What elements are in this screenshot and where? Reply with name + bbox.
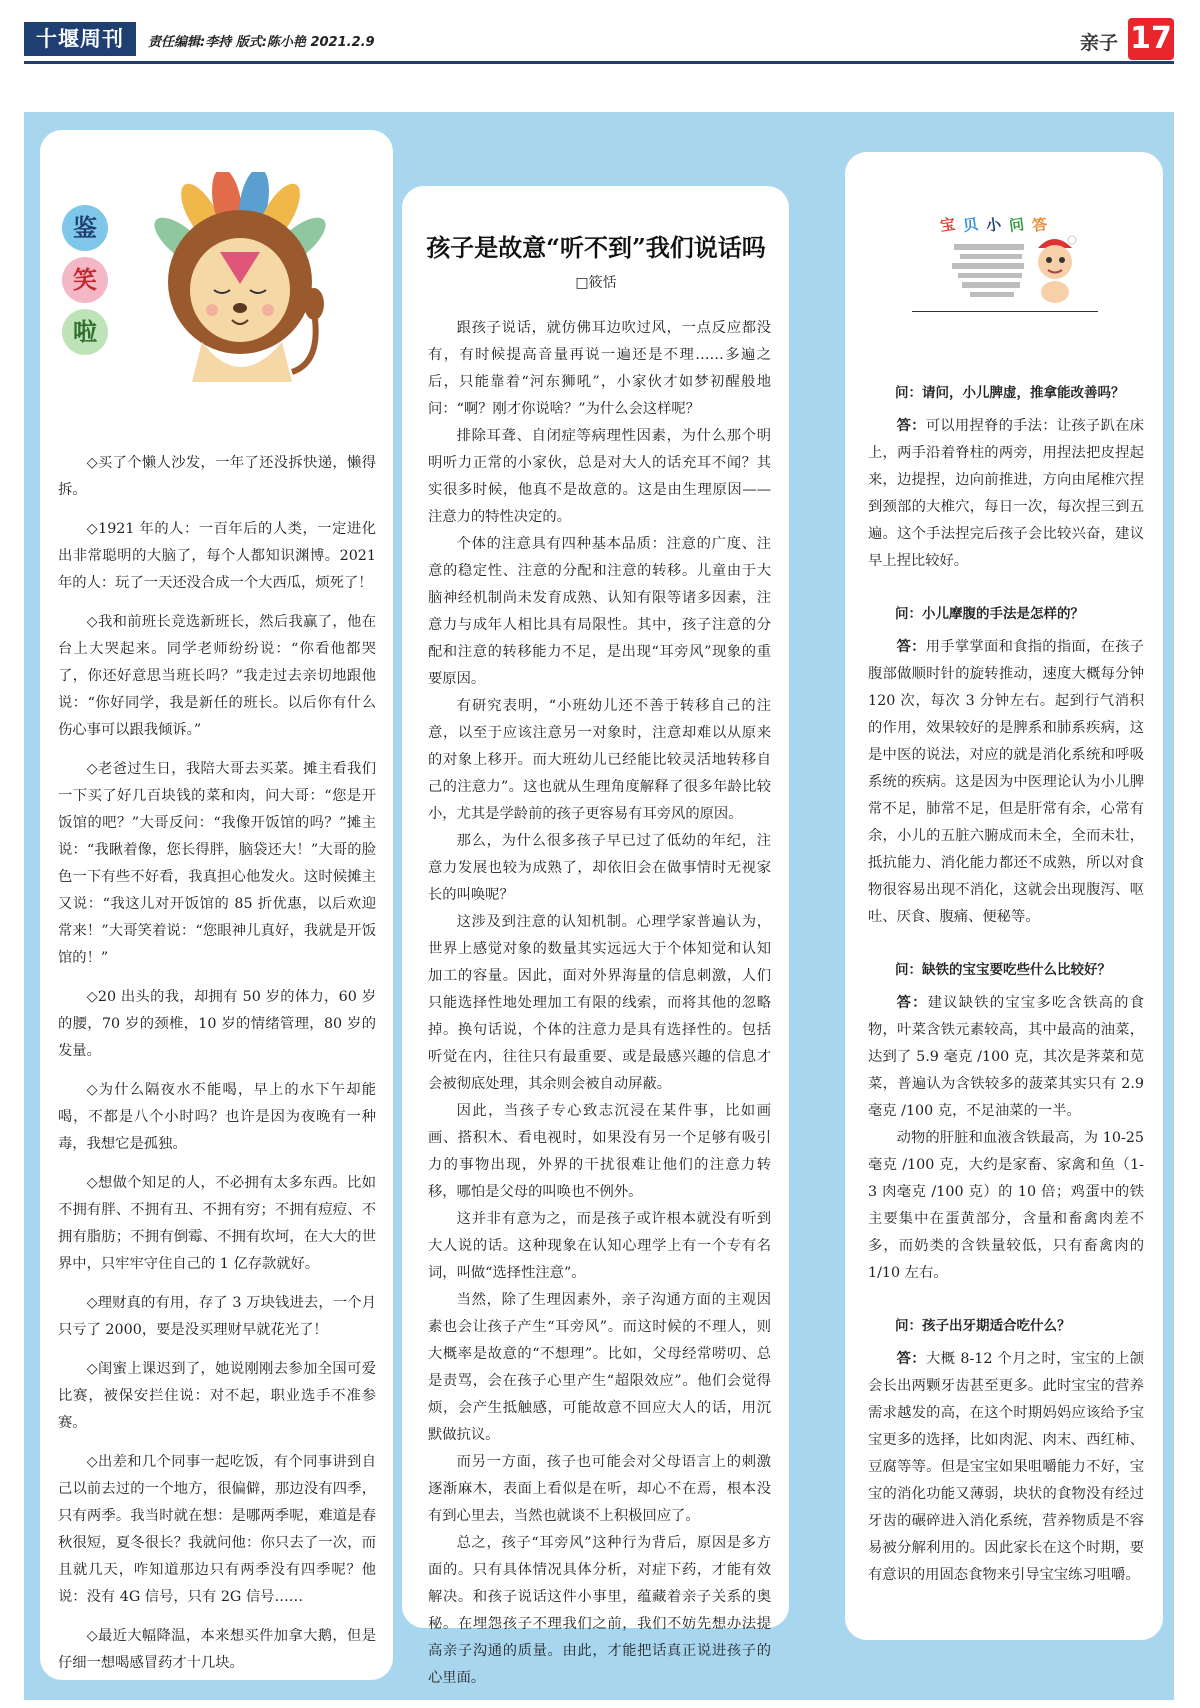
joke-item: ◇买了个懒人沙发，一年了还没拆快递，懒得拆。 [58,455,376,498]
joke-item: ◇为什么隔夜水不能喝，早上的水下午却能喝，不都是八个小时吗？也许是因为夜晚有一种毒，我想它是孤独。 [58,1082,376,1152]
badge-la: 啦 [62,309,108,355]
article-title: 孩子是故意“听不到”我们说话吗 [426,233,766,262]
joke-item: ◇20 出头的我，却拥有 50 岁的体力，60 岁的腰，70 岁的颈椎，10 岁的情绪管理，80 岁的发量。 [58,989,376,1059]
article-paragraph: 这涉及到注意的认知机制。心理学家普遍认为，世界上感觉对象的数量其实远远大于个体知觉和认知加工的容量。因此，面对外界海量的信息刺激，人们只能选择性地处理加工有限的线索，而将其他的忽略掉。换句话说，个体的注意力是具有选择性的。包括听觉在内，往往只有最重要、或是最感兴趣的信息才会被彻底处理，其余则会被自动屏蔽。 [428,914,771,1092]
qa-answer-text: 大概 8-12 个月之时，宝宝的上颌会长出两颗牙齿甚至更多。此时宝宝的营养需求越发的高，在这个时期妈妈应该给予宝宝更多的选择，比如肉泥、肉末、西红柿、豆腐等等。但是宝宝如果咀嚼能力不好，宝宝的消化功能又薄弱，块状的食物没有经过牙齿的碾碎进入消化系统，营养物质是不容易被分解利用的。因此家长在这个时期，要有意识的用固态食物来引导宝宝练习咀嚼。 [868,1351,1144,1583]
answer-label: 答： [896,418,926,434]
article-paragraph: 那么，为什么很多孩子早已过了低幼的年纪，注意力发展也较为成熟了，却依旧会在做事情时无视家长的叫唤呢？ [428,833,771,903]
qa-answer-text: 可以用捏脊的手法：让孩子趴在床上，两手沿着脊柱的两旁，用捏法把皮捏起来，边提捏，边向前推进，方向由尾椎穴捏到颈部的大椎穴，每日一次，每次捏三到五遍。这个手法捏完后孩子会比较兴奋，建议早上捏比较好。 [868,418,1145,569]
page-header [24,18,1174,62]
baby-illustration [952,234,1092,304]
qa-header-char: 宝 [938,215,957,235]
qa-answer-text: 用手掌掌面和食指的指面，在孩子腹部做顺时针的旋转推动，速度大概每分钟 120 次，每次 3 分钟左右。起到行气消积的作用，效果较好的是脾系和肺系疾病，这是中医的说法，对应的就是消化系统和呼吸系统的疾病。这是因为中医理论认为小儿脾常不足，肺常不足，但是肝常有余，心常有余，小儿的五脏六腑成而未全，全而未壮，抵抗能力、消化能力都还不成熟，所以对食物很容易出现不消化，这就会出现腹泻、呕吐、厌食、腹痛、便秘等。 [868,639,1145,925]
masthead: 十堰周刊 [24,22,136,56]
jokes-list [58,450,376,1689]
answer-label: 答： [896,995,928,1011]
article-paragraph: 个体的注意具有四种基本品质：注意的广度、注意的稳定性、注意的分配和注意的转移。儿童由于大脑神经机制尚未发育成熟、认知有限等诸多因素，注意力与成年人相比具有局限性。其中，孩子注意的分配和注意的转移能力不足，是出现“耳旁风”现象的重要原因。 [428,536,771,687]
answer-label: 答： [896,1351,926,1367]
qa-answer [868,634,1144,931]
joke-item: ◇1921 年的人：一百年后的人类，一定进化出非常聪明的大脑了，每个人都知识渊博。2021 年的人：玩了一天还没合成一个大西瓜，烦死了！ [58,521,376,591]
qa-divider [912,311,1098,312]
qa-header [940,214,1055,235]
joke-item: ◇理财真的有用，存了 3 万块钱进去，一个月只亏了 2000，要是没买理财早就花光了！ [58,1295,376,1338]
article-paragraph: 有研究表明，“小班幼儿还不善于转移自己的注意，以至于应该注意另一对象时，注意却难以从原来的对象上移开。而大班幼儿已经能比较灵活地转移自己的注意力”。这也就从生理角度解释了很多年龄比较小，尤其是学龄前的孩子更容易有耳旁风的原因。 [428,698,771,822]
header-rule [24,61,1174,64]
joke-item: ◇想做个知足的人，不必拥有太多东西。比如不拥有胖、不拥有丑、不拥有穷；不拥有痘痘、不拥有脂肪；不拥有倒霉、不拥有坎坷，在大大的世界中，只牢牢守住自己的 1 亿存款就好。 [58,1175,376,1272]
article-paragraph: 总之，孩子“耳旁风”这种行为背后，原因是多方面的。只有具体情况具体分析，对症下药，才能有效解决。和孩子说话这件小事里，蕴藏着亲子关系的奥秘。在埋怨孩子不理我们之前，我们不妨先想办法提高亲子沟通的质量。由此，才能把话真正说进孩子的心里面。 [428,1535,771,1686]
badge-xiao: 笑 [62,257,108,303]
qa-header-char: 贝 [961,215,980,235]
article-paragraph: 这并非有意为之，而是孩子或许根本就没有听到大人说的话。这种现象在认知心理学上有一个专有名词，叫做“选择性注意”。 [428,1211,771,1281]
qa-answer-text: 动物的肝脏和血液含铁最高，为 10-25 毫克 /100 克，大约是家畜、家禽和鱼（1-3 肉毫克 /100 克）的 10 倍；鸡蛋中的铁主要集中在蛋黄部分，含量和畜禽肉差不多，而奶类的含铁量较低，只有畜禽肉的 1/10 左右。 [868,1130,1144,1281]
article-paragraph: 而另一方面，孩子也可能会对父母语言上的刺激逐渐麻木，表面上看似是在听，却心不在焉，根本没有到心里去，当然也就谈不上积极回应了。 [428,1454,771,1524]
article-byline: □筱恬 [575,275,617,291]
joke-item: ◇出差和几个同事一起吃饭，有个同事讲到自己以前去过的一个地方，很偏僻，那边没有四季，只有两季。我当时就在想：是哪两季呢，难道是春秋很短，夏冬很长？我就问他：你只去了一次，而且就几天，咋知道那边只有两季没有四季呢？他说：没有 4G 信号，只有 2G 信号…… [58,1454,376,1605]
joke-item: ◇老爸过生日，我陪大哥去买菜。摊主看我们一下买了好几百块钱的菜和肉，问大哥：“您是开饭馆的吧？”大哥反问：“我像开饭馆的吗？”摊主说：“我瞅着像，您长得胖，脑袋还大！”大哥的脸色一下有些不好看，我真担心他发火。这时候摊主又说：“我这儿对开饭馆的 85 折优惠，以后欢迎常来！”大哥笑着说：“您眼神儿真好，我就是开饭馆的！” [58,761,376,966]
badge-jian: 鉴 [62,205,108,251]
qa-header-char: 小 [984,215,1003,235]
qa-answer [868,1346,1144,1589]
qa-answer [868,413,1144,575]
article-body [428,315,771,1692]
answer-label: 答： [896,639,926,655]
qa-question: 问：孩子出牙期适合吃什么？ [895,1318,1071,1334]
joke-item: ◇我和前班长竞选新班长，然后我赢了，他在台上大哭起来。同学老师纷纷说：“你看他都哭了，你还好意思当班长吗？”我走过去亲切地跟他说：“你好同学，我是新任的班长。以后你有什么伤心事可以跟我倾诉。” [58,614,376,738]
article-paragraph: 因此，当孩子专心致志沉浸在某件事，比如画画、搭积木、看电视时，如果没有另一个足够有吸引力的事物出现，外界的干扰很难让他们的注意力转移，哪怕是父母的叫唤也不例外。 [428,1103,771,1200]
qa-answer [868,990,1144,1125]
qa-header-char: 问 [1007,215,1026,235]
word-cloud-icon [952,244,1024,297]
article-paragraph: 排除耳聋、自闭症等病理性因素，为什么那个明明听力正常的小家伙，总是对大人的话充耳不闻？其实很多时候，他真不是故意的。这是由生理原因——注意力的特性决定的。 [428,428,771,525]
qa-list [868,380,1144,1589]
lion-illustration [142,172,342,392]
article-paragraph: 当然，除了生理因素外，亲子沟通方面的主观因素也会让孩子产生“耳旁风”。而这时候的不理人，则大概率是故意的“不想理”。比如，父母经常唠叨、总是责骂，会在孩子心里产生“超限效应”。他们会觉得烦，会产生抵触感，可能故意不回应大人的话，用沉默做抗议。 [428,1292,771,1443]
qa-question: 问：缺铁的宝宝要吃些什么比较好？ [895,962,1111,978]
editor-credits: 责任编辑:李持 版式:陈小艳 2021.2.9 [148,35,375,50]
article-paragraph: 跟孩子说话，就仿佛耳边吹过风，一点反应都没有，有时候提高音量再说一遍还是不理……多遍之后，只能靠着“河东狮吼”，小家伙才如梦初醒般地问：“啊？刚才你说啥？”为什么会这样呢？ [428,320,771,417]
baby-icon [1038,236,1076,303]
qa-header-char: 答 [1030,215,1049,235]
section-name: 亲子 [1079,32,1118,54]
qa-question: 问：小儿摩腹的手法是怎样的？ [895,606,1084,622]
page-number: 17 [1128,18,1174,60]
qa-answer-text: 建议缺铁的宝宝多吃含铁高的食物，叶菜含铁元素较高，其中最高的油菜，达到了 5.9 毫克 /100 克，其次是荠菜和苋菜，普遍认为含铁较多的菠菜其实只有 2.9 毫克 /100 克，不足油菜的一半。 [868,995,1145,1119]
joke-item: ◇闺蜜上课迟到了，她说刚刚去参加全国可爱比赛，被保安拦住说：对不起，职业选手不准参赛。 [58,1361,376,1431]
joke-item: ◇最近大幅降温，本来想买件加拿大鹅，但是仔细一想喝感冒药才十几块。 [58,1628,376,1671]
qa-question: 问：请问，小儿脾虚，推拿能改善吗？ [895,385,1125,401]
